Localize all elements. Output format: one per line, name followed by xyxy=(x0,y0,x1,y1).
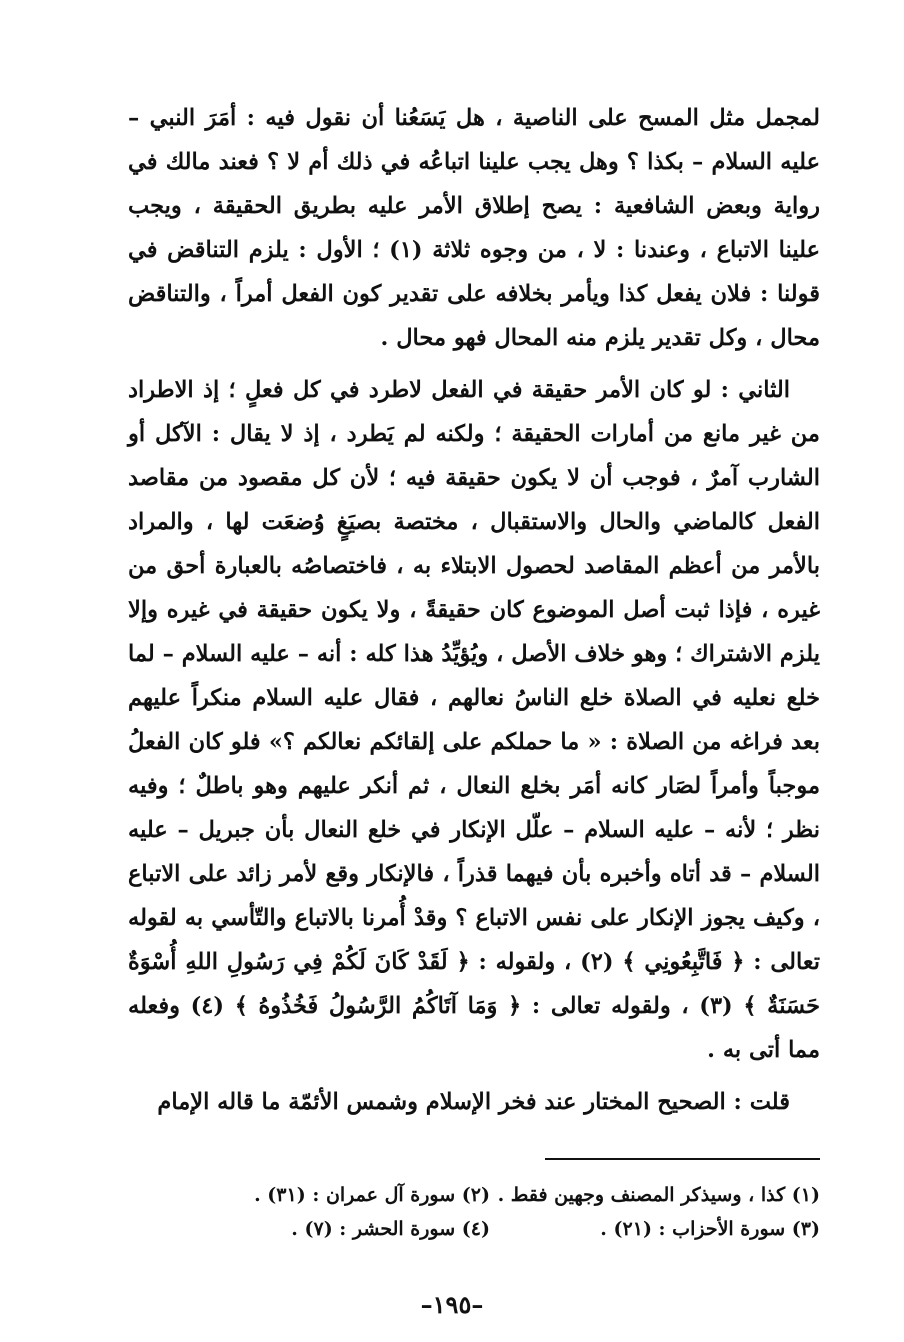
paragraph-2: الثاني : لو كان الأمر حقيقة في الفعل لاطرد في كل فعلٍ ؛ إذ الاطراد من غير مانع من أمارات الحقيقة ؛ ولكنه لم يَطرد ، إذ لا يقال : الآكل أو الشارب آمرٌ ، فوجب أن لا يكون حقيقة فيه ؛ لأن كل مقصود من مقاصد الفعل كالماضي والحال والاستقبال ، مختصة بصيَغٍ وُضعَت لها ، والمراد بالأمر من أعظم المقاصد لحصول الابتلاء به ، فاختصاصُه بالعبارة أحق من غيره ، فإذا ثبت أصل الموضوع كان حقيقةً ، ولا يكون حقيقة في غيره وإلا يلزم الاشتراك ؛ وهو خلاف الأصل ، ويُؤيِّدُ هذا كله : أنه – عليه السلام – لما خلع نعليه في الصلاة خلع الناسُ نعالهم ، فقال عليه السلام منكراً عليهم بعد فراغه من الصلاة : « ما حملكم على إلقائكم نعالكم ؟» فلو كان الفعلُ موجباً وأمراً لصَار كانه أمَر بخلع النعال ، ثم أنكر عليهم وهو باطلٌ ؛ وفيه نظر ؛ لأنه – عليه السلام – علّل الإنكار في خلع النعال بأن جبريل – عليه السلام – قد أتاه وأخبره بأن فيهما قذراً ، فالإنكار وقع لأمر زائد على الاتباع ، وكيف يجوز الإنكار على نفس الاتباع ؟ وقدْ أُمرنا بالاتباع والتّأسي به لقوله تعالى : ﴿ فَاتَّبِعُونِي ﴾ (٢) ، ولقوله : ﴿ لَقَدْ كَانَ لَكُمْ فِي رَسُولِ اللهِ أُسْوَةٌ حَسَنَةٌ ﴾ (٣) ، ولقوله تعالى : ﴿ وَمَا آتَاكُمُ الرَّسُولُ فَخُذُوهُ ﴾ (٤) وفعله مما أتى به . xyxy=(128,377,820,1063)
footnotes xyxy=(140,1178,820,1246)
footnote-divider xyxy=(545,1158,820,1160)
footnote-1: (١) كذا ، وسيذكر المصنف وجهين فقط . xyxy=(497,1184,820,1206)
paragraph-3: قلت : الصحيح المختار عند فخر الإسلام وشمس الأئمّة ما قاله الإمام xyxy=(157,1089,790,1115)
main-text xyxy=(128,96,820,1132)
page-number: –١٩٥– xyxy=(420,1290,484,1319)
footnote-4: (٤) سورة الحشر : (٧) . xyxy=(291,1218,490,1240)
footnote-3: (٣) سورة الأحزاب : (٢١) . xyxy=(600,1218,820,1240)
footnote-2: (٢) سورة آل عمران : (٣١) . xyxy=(254,1184,490,1206)
paragraph-1: لمجمل مثل المسح على الناصية ، هل يَسَعُنا أن نقول فيه : أمَرَ النبي – عليه السلام – بكذا ؟ وهل يجب علينا اتباعُه في ذلك أم لا ؟ فعند مالك في رواية وبعض الشافعية : يصح إطلاق الأمر عليه بطريق الحقيقة ، ويجب علينا الاتباع ، وعندنا : لا ، من وجوه ثلاثة (١) ؛ الأول : يلزم التناقض في قولنا : فلان يفعل كذا ويأمر بخلافه على تقدير كون الفعل أمراً ، والتناقض محال ، وكل تقدير يلزم منه المحال فهو محال . xyxy=(128,105,820,351)
footnote-row xyxy=(140,1178,820,1212)
footnote-row xyxy=(140,1212,820,1246)
